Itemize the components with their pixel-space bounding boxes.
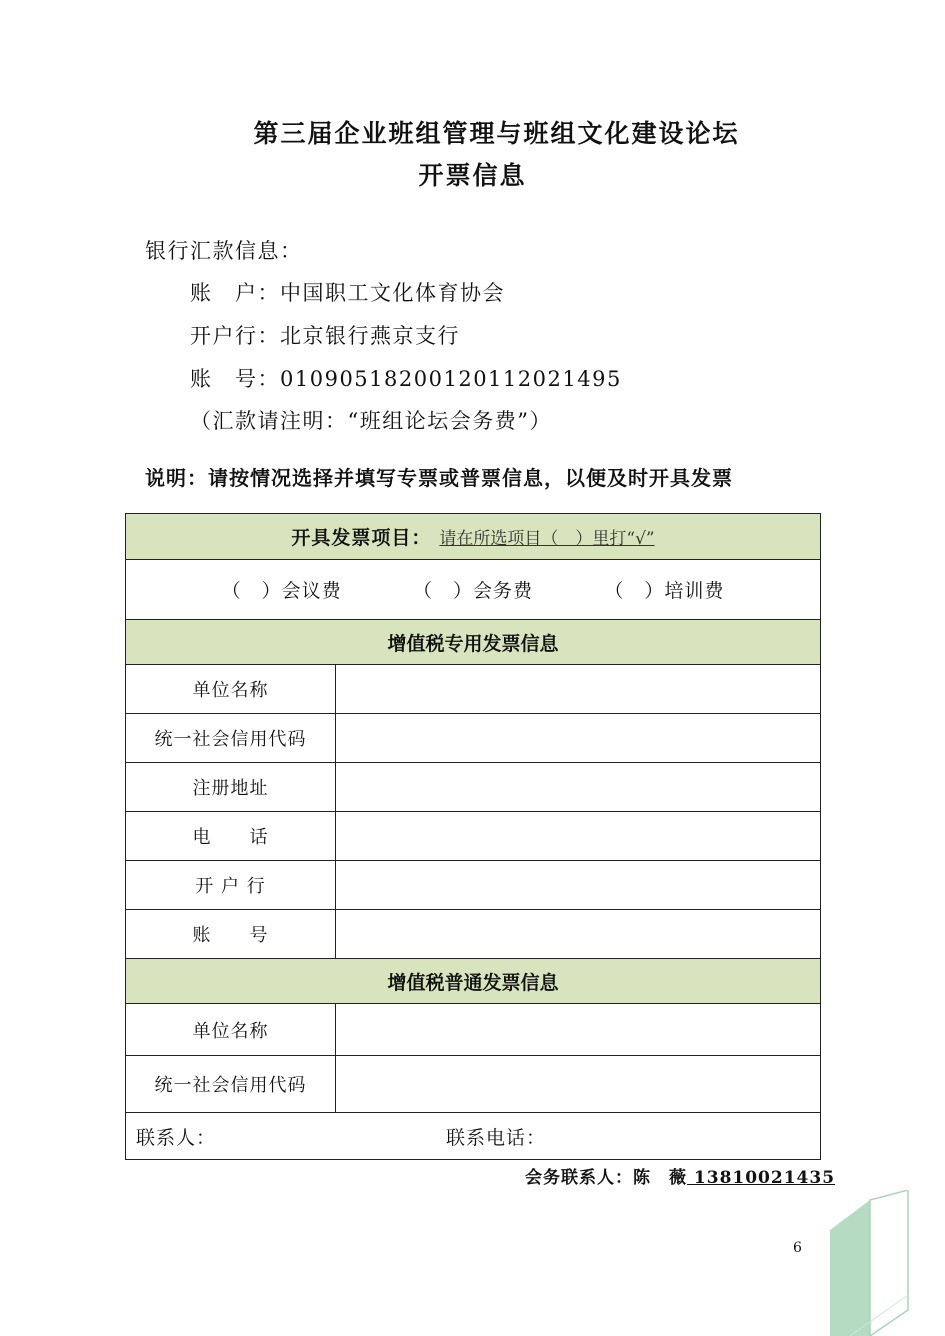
invoice-options-row (126, 560, 821, 620)
field-label: 注册地址 (126, 763, 336, 812)
special-phone-input[interactable] (336, 812, 821, 861)
contact-row (126, 1113, 821, 1160)
document-subtitle: 开票信息 (418, 161, 527, 190)
field-label: 统一社会信用代码 (126, 714, 336, 763)
bank-heading: 银行汇款信息： (145, 239, 303, 263)
field-label: 单位名称 (126, 665, 336, 714)
conference-contact-phone: 13810021435 (687, 1168, 836, 1188)
invoice-items-hint: 请在所选项目（ ）里打“√” (439, 529, 655, 549)
invoice-items-header (126, 514, 821, 560)
special-credit-code-input[interactable] (336, 714, 821, 763)
field-label: 电 话 (126, 812, 336, 861)
ordinary-company-name-input[interactable] (336, 1004, 821, 1056)
field-label: 统一社会信用代码 (126, 1056, 336, 1113)
conference-contact-label: 会务联系人：陈 薇 (525, 1168, 687, 1188)
special-invoice-heading: 增值税专用发票信息 (126, 620, 821, 665)
special-address-input[interactable] (336, 763, 821, 812)
bank-account-number: 账 号：01090518200120112021495 (190, 367, 622, 391)
bank-account-name: 账 户：中国职工文化体育协会 (190, 281, 505, 305)
conference-contact (525, 1163, 835, 1188)
ordinary-invoice-heading: 增值税普通发票信息 (126, 959, 821, 1004)
invoice-items-label: 开具发票项目： (291, 527, 432, 549)
instructions: 说明：请按情况选择并填写专票或普票信息，以便及时开具发票 (145, 466, 733, 490)
contact-person-label: 联系人： (136, 1127, 217, 1149)
contact-phone-label: 联系电话： (446, 1127, 547, 1149)
special-account-input[interactable] (336, 910, 821, 959)
option-training-fee[interactable]: （ ）培训费 (604, 580, 725, 602)
bank-branch: 开户行：北京银行燕京支行 (190, 324, 460, 348)
page-number: 6 (793, 1240, 802, 1256)
special-bank-input[interactable] (336, 861, 821, 910)
invoice-form (125, 513, 821, 1160)
decorative-corner-graphic (830, 1190, 920, 1336)
field-label: 单位名称 (126, 1004, 336, 1056)
field-label: 账 号 (126, 910, 336, 959)
special-company-name-input[interactable] (336, 665, 821, 714)
field-label: 开 户 行 (126, 861, 336, 910)
option-meeting-fee[interactable]: （ ）会议费 (221, 580, 342, 602)
ordinary-credit-code-input[interactable] (336, 1056, 821, 1113)
bank-remittance-note: （汇款请注明：“班组论坛会务费”） (190, 409, 552, 433)
option-service-fee[interactable]: （ ）会务费 (412, 580, 533, 602)
document-title: 第三届企业班组管理与班组文化建设论坛 (253, 119, 740, 148)
